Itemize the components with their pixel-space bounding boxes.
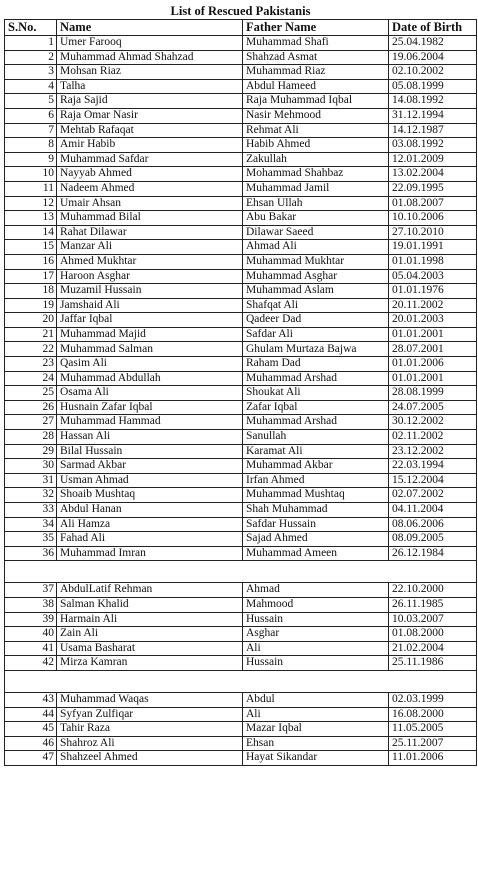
name-cell: Ali Hamza — [57, 517, 243, 532]
date-of-birth-cell: 25.04.1982 — [389, 36, 477, 51]
table-row — [5, 473, 477, 488]
name-cell: Mirza Kamran — [57, 656, 243, 671]
date-of-birth-cell: 01.01.2001 — [389, 327, 477, 342]
sno-cell: 47 — [5, 751, 57, 766]
table-row — [5, 400, 477, 415]
sno-cell: 10 — [5, 167, 57, 182]
table-row — [5, 444, 477, 459]
father-name-cell: Shahzad Asmat — [243, 50, 389, 65]
father-name-cell: Raham Dad — [243, 357, 389, 372]
date-of-birth-cell: 01.01.2006 — [389, 357, 477, 372]
father-name-cell: Shafqat Ali — [243, 298, 389, 313]
name-cell: Talha — [57, 79, 243, 94]
father-name-cell: Shoukat Ali — [243, 386, 389, 401]
sno-cell: 16 — [5, 254, 57, 269]
sno-cell: 29 — [5, 444, 57, 459]
name-cell: Ahmed Mukhtar — [57, 254, 243, 269]
name-cell: Manzar Ali — [57, 240, 243, 255]
date-of-birth-cell: 10.10.2006 — [389, 211, 477, 226]
table-row — [5, 181, 477, 196]
father-name-cell: Zakullah — [243, 152, 389, 167]
father-name-cell: Irfan Ahmed — [243, 473, 389, 488]
sno-cell: 15 — [5, 240, 57, 255]
father-name-cell: Karamat Ali — [243, 444, 389, 459]
date-of-birth-cell: 24.07.2005 — [389, 400, 477, 415]
name-cell: Shahroz Ali — [57, 736, 243, 751]
date-of-birth-cell: 01.01.2001 — [389, 371, 477, 386]
table-row — [5, 342, 477, 357]
name-cell: Rahat Dilawar — [57, 225, 243, 240]
sno-cell: 37 — [5, 583, 57, 598]
date-of-birth-cell: 25.11.2007 — [389, 736, 477, 751]
sno-cell: 18 — [5, 284, 57, 299]
name-cell: Muhammad Majid — [57, 327, 243, 342]
date-of-birth-cell: 01.01.1998 — [389, 254, 477, 269]
sno-cell: 3 — [5, 65, 57, 80]
sno-cell: 27 — [5, 415, 57, 430]
separator-cell — [5, 561, 477, 583]
sno-cell: 2 — [5, 50, 57, 65]
table-row — [5, 357, 477, 372]
table-row — [5, 298, 477, 313]
table-row — [5, 138, 477, 153]
father-name-cell: Hussain — [243, 612, 389, 627]
father-name-cell: Habib Ahmed — [243, 138, 389, 153]
name-cell: Muhammad Abdullah — [57, 371, 243, 386]
table-row — [5, 211, 477, 226]
table-row — [5, 327, 477, 342]
rescued-list-document — [4, 4, 476, 766]
name-cell: Jamshaid Ali — [57, 298, 243, 313]
date-of-birth-cell: 01.01.1976 — [389, 284, 477, 299]
table-row — [5, 707, 477, 722]
date-of-birth-cell: 08.09.2005 — [389, 532, 477, 547]
sno-cell: 6 — [5, 108, 57, 123]
sno-cell: 12 — [5, 196, 57, 211]
date-of-birth-cell: 25.11.1986 — [389, 656, 477, 671]
sno-cell: 20 — [5, 313, 57, 328]
table-row — [5, 612, 477, 627]
name-cell: Muhammad Ahmad Shahzad — [57, 50, 243, 65]
table-row — [5, 225, 477, 240]
father-name-cell: Muhammad Mukhtar — [243, 254, 389, 269]
table-row — [5, 196, 477, 211]
date-of-birth-cell: 20.01.2003 — [389, 313, 477, 328]
name-cell: Haroon Asghar — [57, 269, 243, 284]
father-name-cell: Rehmat Ali — [243, 123, 389, 138]
father-name-cell: Muhammad Mushtaq — [243, 488, 389, 503]
table-row — [5, 371, 477, 386]
table-row — [5, 123, 477, 138]
sno-cell: 35 — [5, 532, 57, 547]
date-of-birth-cell: 13.02.2004 — [389, 167, 477, 182]
sno-cell: 4 — [5, 79, 57, 94]
table-row — [5, 152, 477, 167]
father-name-cell: Ali — [243, 641, 389, 656]
name-cell: Salman Khalid — [57, 597, 243, 612]
sno-cell: 25 — [5, 386, 57, 401]
date-of-birth-cell: 02.03.1999 — [389, 692, 477, 707]
table-row — [5, 627, 477, 642]
table-row — [5, 736, 477, 751]
father-name-cell: Dilawar Saeed — [243, 225, 389, 240]
father-name-cell: Ehsan Ullah — [243, 196, 389, 211]
table-row — [5, 532, 477, 547]
father-name-cell: Ahmad Ali — [243, 240, 389, 255]
table-row — [5, 65, 477, 80]
sno-cell: 45 — [5, 722, 57, 737]
date-of-birth-cell: 03.08.1992 — [389, 138, 477, 153]
date-of-birth-cell: 01.08.2000 — [389, 627, 477, 642]
sno-cell: 38 — [5, 597, 57, 612]
table-row — [5, 583, 477, 598]
table-row — [5, 503, 477, 518]
name-cell: Usman Ahmad — [57, 473, 243, 488]
father-name-cell: Sajad Ahmed — [243, 532, 389, 547]
sno-cell: 31 — [5, 473, 57, 488]
father-name-cell: Nasir Mehmood — [243, 108, 389, 123]
table-row — [5, 751, 477, 766]
father-name-cell: Mazar Iqbal — [243, 722, 389, 737]
date-of-birth-cell: 19.06.2004 — [389, 50, 477, 65]
father-name-cell: Abdul — [243, 692, 389, 707]
name-cell: Usama Basharat — [57, 641, 243, 656]
father-name-cell: Ali — [243, 707, 389, 722]
name-cell: Zain Ali — [57, 627, 243, 642]
name-cell: Syfyan Zulfiqar — [57, 707, 243, 722]
sno-cell: 7 — [5, 123, 57, 138]
father-name-cell: Shah Muhammad — [243, 503, 389, 518]
sno-cell: 1 — [5, 36, 57, 51]
date-of-birth-cell: 26.11.1985 — [389, 597, 477, 612]
date-of-birth-cell: 08.06.2006 — [389, 517, 477, 532]
name-cell: Qasim Ali — [57, 357, 243, 372]
name-cell: Raja Omar Nasir — [57, 108, 243, 123]
date-of-birth-cell: 31.12.1994 — [389, 108, 477, 123]
sno-cell: 19 — [5, 298, 57, 313]
table-row — [5, 386, 477, 401]
date-of-birth-cell: 28.08.1999 — [389, 386, 477, 401]
father-name-cell: Muhammad Arshad — [243, 371, 389, 386]
table-row — [5, 284, 477, 299]
sno-cell: 41 — [5, 641, 57, 656]
table-body — [5, 4, 477, 765]
name-cell: Harmain Ali — [57, 612, 243, 627]
table-row — [5, 597, 477, 612]
name-cell: Muhammad Safdar — [57, 152, 243, 167]
date-of-birth-cell: 21.02.2004 — [389, 641, 477, 656]
sno-cell: 13 — [5, 211, 57, 226]
name-cell: Nadeem Ahmed — [57, 181, 243, 196]
date-of-birth-cell: 20.11.2002 — [389, 298, 477, 313]
sno-cell: 32 — [5, 488, 57, 503]
table-row — [5, 94, 477, 109]
name-cell: Abdul Hanan — [57, 503, 243, 518]
name-cell: Tahir Raza — [57, 722, 243, 737]
name-cell: Mehtab Rafaqat — [57, 123, 243, 138]
name-cell: Muhammad Salman — [57, 342, 243, 357]
table-row — [5, 415, 477, 430]
name-cell: Sarmad Akbar — [57, 459, 243, 474]
father-name-cell: Muhammad Riaz — [243, 65, 389, 80]
date-of-birth-cell: 28.07.2001 — [389, 342, 477, 357]
date-of-birth-cell: 02.10.2002 — [389, 65, 477, 80]
name-cell: Umer Farooq — [57, 36, 243, 51]
father-name-cell: Zafar Iqbal — [243, 400, 389, 415]
name-cell: Raja Sajid — [57, 94, 243, 109]
name-cell: Amir Habib — [57, 138, 243, 153]
date-of-birth-cell: 22.10.2000 — [389, 583, 477, 598]
table-row — [5, 722, 477, 737]
father-name-cell: Muhammad Arshad — [243, 415, 389, 430]
table-row — [5, 692, 477, 707]
table-row — [5, 656, 477, 671]
sno-cell: 34 — [5, 517, 57, 532]
father-name-cell: Muhammad Asghar — [243, 269, 389, 284]
sno-cell: 36 — [5, 546, 57, 561]
name-cell: Mohsan Riaz — [57, 65, 243, 80]
sno-cell: 46 — [5, 736, 57, 751]
sno-cell: 22 — [5, 342, 57, 357]
sno-cell: 8 — [5, 138, 57, 153]
date-of-birth-cell: 22.09.1995 — [389, 181, 477, 196]
table-row — [5, 240, 477, 255]
name-cell: Muhammad Waqas — [57, 692, 243, 707]
sno-cell: 11 — [5, 181, 57, 196]
separator-cell — [5, 670, 477, 692]
table-row — [5, 50, 477, 65]
group-separator — [5, 561, 477, 583]
table-row — [5, 641, 477, 656]
name-cell: Shoaib Mushtaq — [57, 488, 243, 503]
sno-cell: 9 — [5, 152, 57, 167]
name-cell: AbdulLatif Rehman — [57, 583, 243, 598]
sno-cell: 5 — [5, 94, 57, 109]
date-of-birth-cell: 16.08.2000 — [389, 707, 477, 722]
date-of-birth-cell: 27.10.2010 — [389, 225, 477, 240]
table-row — [5, 254, 477, 269]
date-of-birth-cell: 04.11.2004 — [389, 503, 477, 518]
sno-cell: 21 — [5, 327, 57, 342]
date-of-birth-cell: 12.01.2009 — [389, 152, 477, 167]
sno-cell: 28 — [5, 430, 57, 445]
header-date-of-birth: Date of Birth — [389, 20, 477, 36]
header-row — [5, 20, 477, 36]
date-of-birth-cell: 14.08.1992 — [389, 94, 477, 109]
father-name-cell: Muhammad Shafi — [243, 36, 389, 51]
table-row — [5, 459, 477, 474]
date-of-birth-cell: 14.12.1987 — [389, 123, 477, 138]
father-name-cell: Muhammad Jamil — [243, 181, 389, 196]
header-father-name: Father Name — [243, 20, 389, 36]
sno-cell: 43 — [5, 692, 57, 707]
father-name-cell: Safdar Ali — [243, 327, 389, 342]
table-row — [5, 108, 477, 123]
table-row — [5, 167, 477, 182]
father-name-cell: Ghulam Murtaza Bajwa — [243, 342, 389, 357]
date-of-birth-cell: 23.12.2002 — [389, 444, 477, 459]
date-of-birth-cell: 11.01.2006 — [389, 751, 477, 766]
sno-cell: 30 — [5, 459, 57, 474]
name-cell: Fahad Ali — [57, 532, 243, 547]
sno-cell: 24 — [5, 371, 57, 386]
sno-cell: 33 — [5, 503, 57, 518]
header-sno: S.No. — [5, 20, 57, 36]
table-row — [5, 36, 477, 51]
sno-cell: 40 — [5, 627, 57, 642]
sno-cell: 44 — [5, 707, 57, 722]
father-name-cell: Abu Bakar — [243, 211, 389, 226]
name-cell: Bilal Hussain — [57, 444, 243, 459]
date-of-birth-cell: 15.12.2004 — [389, 473, 477, 488]
date-of-birth-cell: 30.12.2002 — [389, 415, 477, 430]
name-cell: Husnain Zafar Iqbal — [57, 400, 243, 415]
name-cell: Jaffar Iqbal — [57, 313, 243, 328]
rescued-list-table — [4, 4, 477, 766]
date-of-birth-cell: 05.04.2003 — [389, 269, 477, 284]
date-of-birth-cell: 11.05.2005 — [389, 722, 477, 737]
father-name-cell: Muhammad Aslam — [243, 284, 389, 299]
name-cell: Muzamil Hussain — [57, 284, 243, 299]
sno-cell: 23 — [5, 357, 57, 372]
name-cell: Umair Ahsan — [57, 196, 243, 211]
date-of-birth-cell: 01.08.2007 — [389, 196, 477, 211]
father-name-cell: Ehsan — [243, 736, 389, 751]
sno-cell: 17 — [5, 269, 57, 284]
father-name-cell: Sanullah — [243, 430, 389, 445]
name-cell: Muhammad Bilal — [57, 211, 243, 226]
date-of-birth-cell: 22.03.1994 — [389, 459, 477, 474]
father-name-cell: Mohammad Shahbaz — [243, 167, 389, 182]
sno-cell: 42 — [5, 656, 57, 671]
header-name: Name — [57, 20, 243, 36]
title-row — [5, 4, 477, 20]
name-cell: Hassan Ali — [57, 430, 243, 445]
date-of-birth-cell: 02.11.2002 — [389, 430, 477, 445]
group-separator — [5, 670, 477, 692]
date-of-birth-cell: 26.12.1984 — [389, 546, 477, 561]
father-name-cell: Muhammad Ameen — [243, 546, 389, 561]
table-row — [5, 79, 477, 94]
father-name-cell: Raja Muhammad Iqbal — [243, 94, 389, 109]
father-name-cell: Hussain — [243, 656, 389, 671]
table-row — [5, 313, 477, 328]
table-row — [5, 546, 477, 561]
father-name-cell: Hayat Sikandar — [243, 751, 389, 766]
father-name-cell: Muhammad Akbar — [243, 459, 389, 474]
father-name-cell: Ahmad — [243, 583, 389, 598]
name-cell: Shahzeel Ahmed — [57, 751, 243, 766]
father-name-cell: Mahmood — [243, 597, 389, 612]
father-name-cell: Abdul Hameed — [243, 79, 389, 94]
table-row — [5, 488, 477, 503]
table-row — [5, 430, 477, 445]
father-name-cell: Safdar Hussain — [243, 517, 389, 532]
name-cell: Osama Ali — [57, 386, 243, 401]
table-row — [5, 517, 477, 532]
father-name-cell: Qadeer Dad — [243, 313, 389, 328]
name-cell: Muhammad Hammad — [57, 415, 243, 430]
name-cell: Muhammad Imran — [57, 546, 243, 561]
date-of-birth-cell: 19.01.1991 — [389, 240, 477, 255]
date-of-birth-cell: 10.03.2007 — [389, 612, 477, 627]
sno-cell: 26 — [5, 400, 57, 415]
father-name-cell: Asghar — [243, 627, 389, 642]
date-of-birth-cell: 02.07.2002 — [389, 488, 477, 503]
name-cell: Nayyab Ahmed — [57, 167, 243, 182]
date-of-birth-cell: 05.08.1999 — [389, 79, 477, 94]
table-row — [5, 269, 477, 284]
sno-cell: 14 — [5, 225, 57, 240]
page-title: List of Rescued Pakistanis — [170, 4, 311, 18]
sno-cell: 39 — [5, 612, 57, 627]
